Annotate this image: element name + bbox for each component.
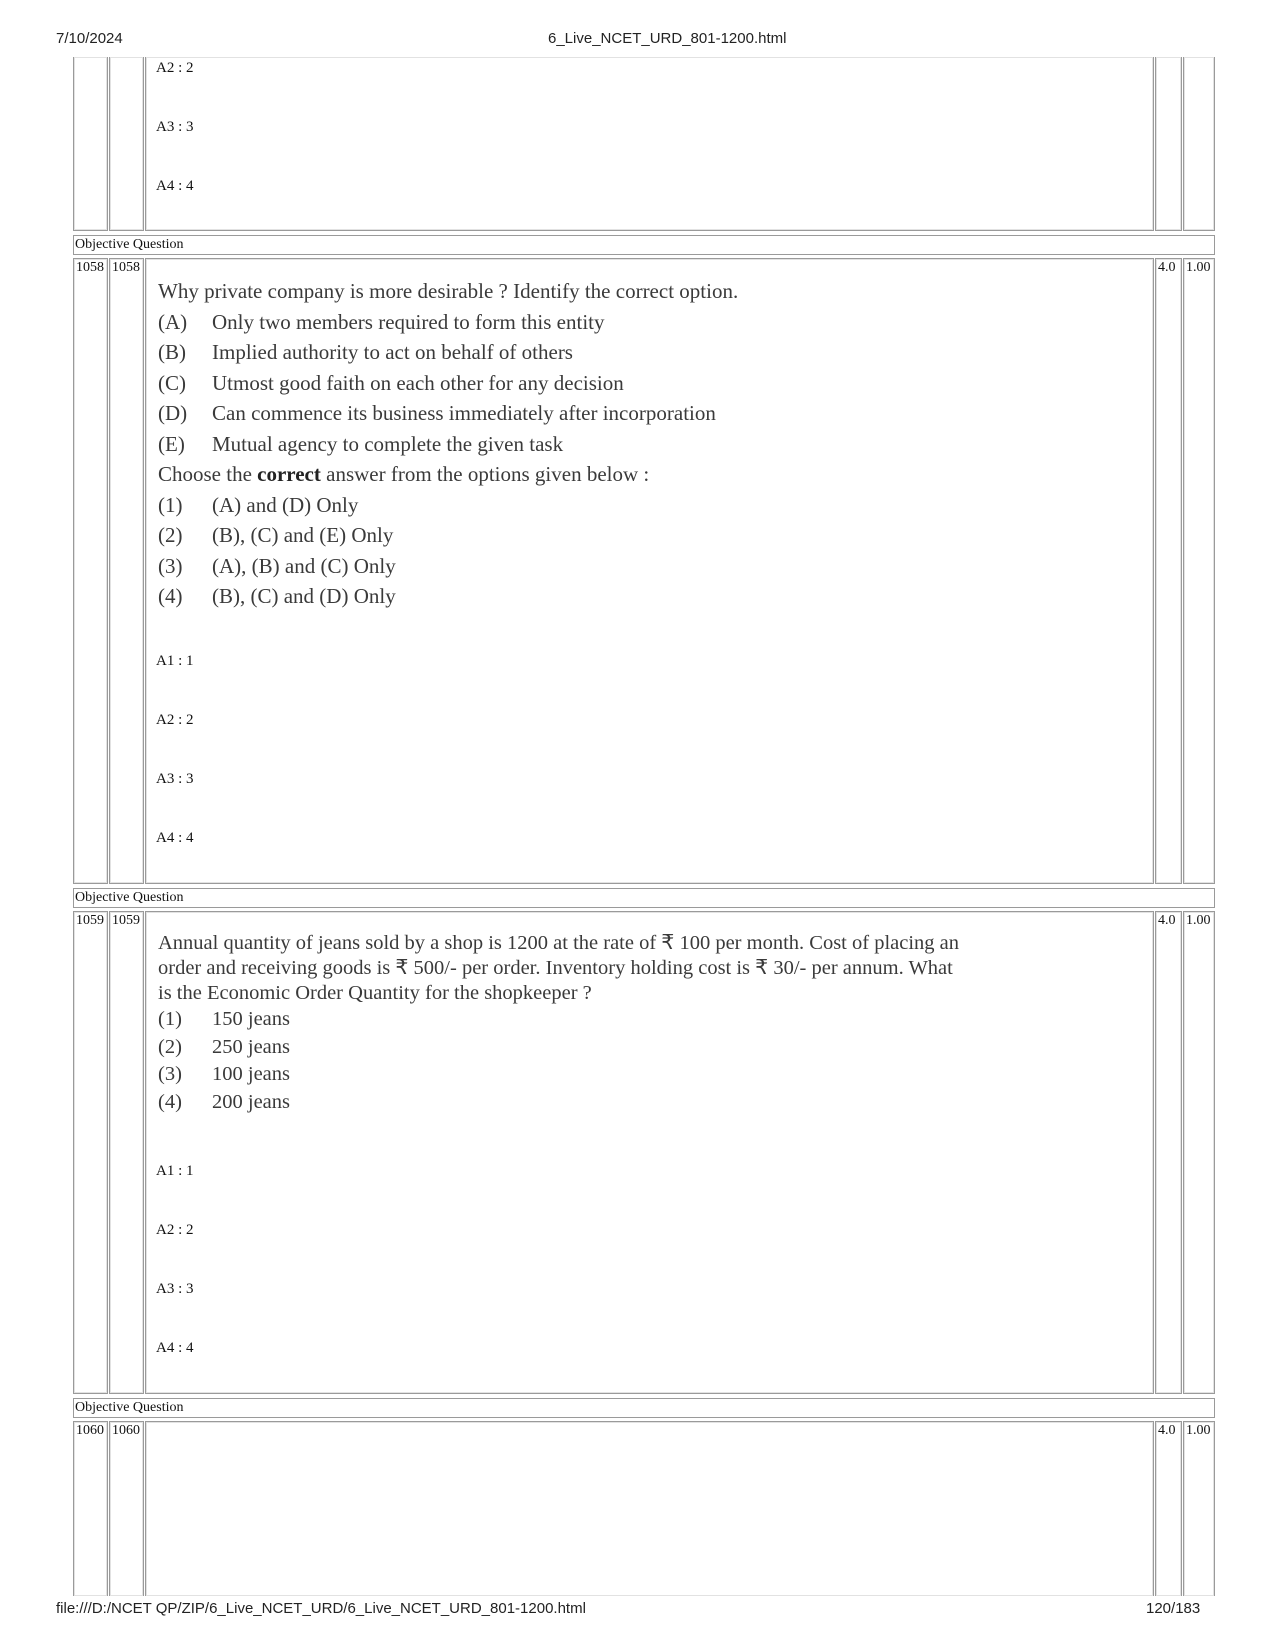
option-text: (B), (C) and (E) Only — [212, 523, 394, 547]
statement-text: Only two members required to form this entity — [212, 309, 605, 334]
option-item — [158, 1006, 959, 1034]
option-item — [158, 1089, 959, 1117]
statement-label: (D) — [158, 401, 188, 425]
statement-item — [158, 307, 738, 338]
marks-cell — [1155, 1421, 1182, 1596]
statement-text: Implied authority to act on behalf of others — [212, 340, 573, 364]
question-number: 1059 — [76, 913, 104, 928]
question-stem-line: Annual quantity of jeans sold by a shop is 1200 at the rate of ₹ 100 per month. Cost of placing an — [158, 932, 960, 954]
option-item — [158, 1034, 959, 1062]
option-text: (A) and (D) Only — [212, 492, 359, 517]
marks-value: 4.0 — [1158, 913, 1176, 928]
section-label: Objective Question — [73, 235, 1215, 255]
question-stem-line: is the Economic Order Quantity for the shopkeeper ? — [158, 982, 592, 1004]
option-item — [158, 551, 738, 582]
option-item — [158, 581, 738, 612]
statement-item — [158, 368, 738, 399]
option-label: (1) — [158, 1008, 182, 1030]
answer-option: A2 : 2 — [156, 1222, 194, 1238]
answer-option: A4 : 4 — [156, 1340, 194, 1356]
statement-text: Utmost good faith on each other for any decision — [212, 370, 624, 395]
option-label: (2) — [158, 1035, 182, 1058]
option-text: 100 jeans — [212, 1063, 290, 1085]
statement-text: Can commence its business immediately after incorporation — [212, 401, 716, 425]
question-number: 1060 — [76, 1423, 104, 1438]
statement-label: (E) — [158, 431, 185, 456]
print-file-path: file:///D:/NCET QP/ZIP/6_Live_NCET_URD/6_Live_NCET_URD_801-1200.html — [56, 1600, 586, 1617]
statement-item — [158, 337, 738, 368]
answer-option: A4 : 4 — [156, 178, 194, 194]
print-date: 7/10/2024 — [56, 30, 123, 47]
option-text: (B), (C) and (D) Only — [212, 584, 396, 608]
option-label: (4) — [158, 1090, 182, 1113]
statement-label: (A) — [158, 309, 188, 334]
option-label: (4) — [158, 584, 183, 608]
option-label: (2) — [158, 523, 183, 547]
id-cell-1 — [73, 57, 108, 231]
option-text: 200 jeans — [212, 1090, 290, 1113]
negative-cell — [1183, 57, 1215, 231]
option-text: 250 jeans — [212, 1035, 290, 1058]
page-number: 120/183 — [1146, 1600, 1201, 1617]
question-id: 1059 — [112, 913, 140, 928]
answer-option: A2 : 2 — [156, 712, 194, 728]
negative-marks-value: 1.00 — [1186, 913, 1211, 928]
answer-option: A3 : 3 — [156, 1281, 194, 1297]
option-text: 150 jeans — [212, 1008, 290, 1030]
answer-option: A1 : 1 — [156, 653, 194, 669]
option-label: (1) — [158, 492, 183, 517]
negative-cell — [1183, 1421, 1215, 1596]
question-stem-line: order and receiving goods is ₹ 500/- per order. Inventory holding cost is ₹ 30/- per annum. What — [158, 957, 953, 979]
answer-option: A3 : 3 — [156, 771, 194, 787]
choose-instruction: Choose the correct answer from the options given below : — [158, 462, 650, 486]
id-cell-1 — [73, 1421, 108, 1596]
answer-option: A3 : 3 — [156, 119, 194, 135]
id-cell-1 — [73, 258, 108, 884]
statement-item — [158, 398, 738, 429]
statement-label: (C) — [158, 370, 186, 395]
id-cell-2 — [109, 258, 144, 884]
negative-cell — [1183, 258, 1215, 884]
marks-cell — [1155, 258, 1182, 884]
option-item — [158, 520, 738, 551]
marks-cell — [1155, 911, 1182, 1394]
id-cell-2 — [109, 57, 144, 231]
print-title: 6_Live_NCET_URD_801-1200.html — [548, 30, 787, 47]
id-cell-2 — [109, 1421, 144, 1596]
option-item — [158, 490, 738, 521]
option-label: (3) — [158, 1063, 182, 1085]
negative-marks-value: 1.00 — [1186, 1423, 1211, 1438]
question-number: 1058 — [76, 260, 104, 275]
negative-marks-value: 1.00 — [1186, 260, 1211, 275]
answer-option: A4 : 4 — [156, 830, 194, 846]
marks-value: 4.0 — [1158, 260, 1176, 275]
question-cell — [145, 1421, 1154, 1596]
option-text: (A), (B) and (C) Only — [212, 553, 396, 578]
id-cell-1 — [73, 911, 108, 1394]
question-content — [158, 931, 959, 1116]
statement-label: (B) — [158, 340, 186, 364]
option-label: (3) — [158, 553, 183, 578]
section-label: Objective Question — [73, 888, 1215, 908]
emphasis-correct: correct — [257, 462, 321, 486]
id-cell-2 — [109, 911, 144, 1394]
question-stem: Why private company is more desirable ? Identify the correct option. — [158, 279, 739, 303]
answer-option: A1 : 1 — [156, 1163, 194, 1179]
question-cell — [145, 57, 1154, 231]
question-id: 1060 — [112, 1423, 140, 1438]
section-label: Objective Question — [73, 1398, 1215, 1418]
marks-cell — [1155, 57, 1182, 231]
answer-option: A2 : 2 — [156, 60, 194, 76]
negative-cell — [1183, 911, 1215, 1394]
statement-text: Mutual agency to complete the given task — [212, 431, 564, 456]
question-id: 1058 — [112, 260, 140, 275]
statement-item — [158, 429, 738, 460]
marks-value: 4.0 — [1158, 1423, 1176, 1438]
option-item — [158, 1061, 959, 1089]
question-content — [158, 276, 738, 612]
